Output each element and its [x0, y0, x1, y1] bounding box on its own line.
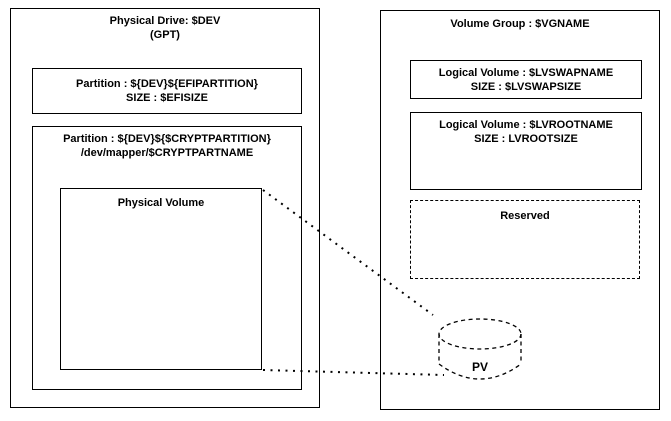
lv-root-box [410, 112, 642, 190]
lv-root-line1: Logical Volume : $LVROOTNAME [439, 119, 613, 131]
physical-drive-title: Physical Drive: $DEV [109, 15, 221, 27]
reserved-box [410, 200, 640, 279]
efi-partition-box [32, 68, 302, 114]
crypt-partition-mapper: /dev/mapper/$CRYPTPARTNAME [80, 147, 254, 159]
efi-partition-line1: Partition : ${DEV}${EFIPARTITION} [76, 78, 258, 90]
physical-volume-label: Physical Volume [117, 197, 205, 209]
efi-partition-size: SIZE : $EFISIZE [126, 92, 208, 104]
lv-swap-size: SIZE : $LVSWAPSIZE [470, 80, 582, 93]
gpt-label: (GPT) [150, 29, 180, 41]
volume-group-title-block [380, 17, 660, 31]
physical-drive-title-block [10, 14, 320, 42]
pv-label: PV [471, 360, 489, 374]
reserved-label: Reserved [500, 210, 550, 222]
lv-swap-box [410, 60, 642, 99]
physical-volume-box [60, 188, 262, 370]
lv-root-size: SIZE : LVROOTSIZE [474, 133, 578, 145]
crypt-partition-line1: Partition : ${DEV}${$CRYPTPARTITION} [63, 133, 271, 145]
volume-group-title: Volume Group : $VGNAME [450, 18, 590, 30]
lv-swap-line1: Logical Volume : $LVSWAPNAME [438, 66, 614, 79]
